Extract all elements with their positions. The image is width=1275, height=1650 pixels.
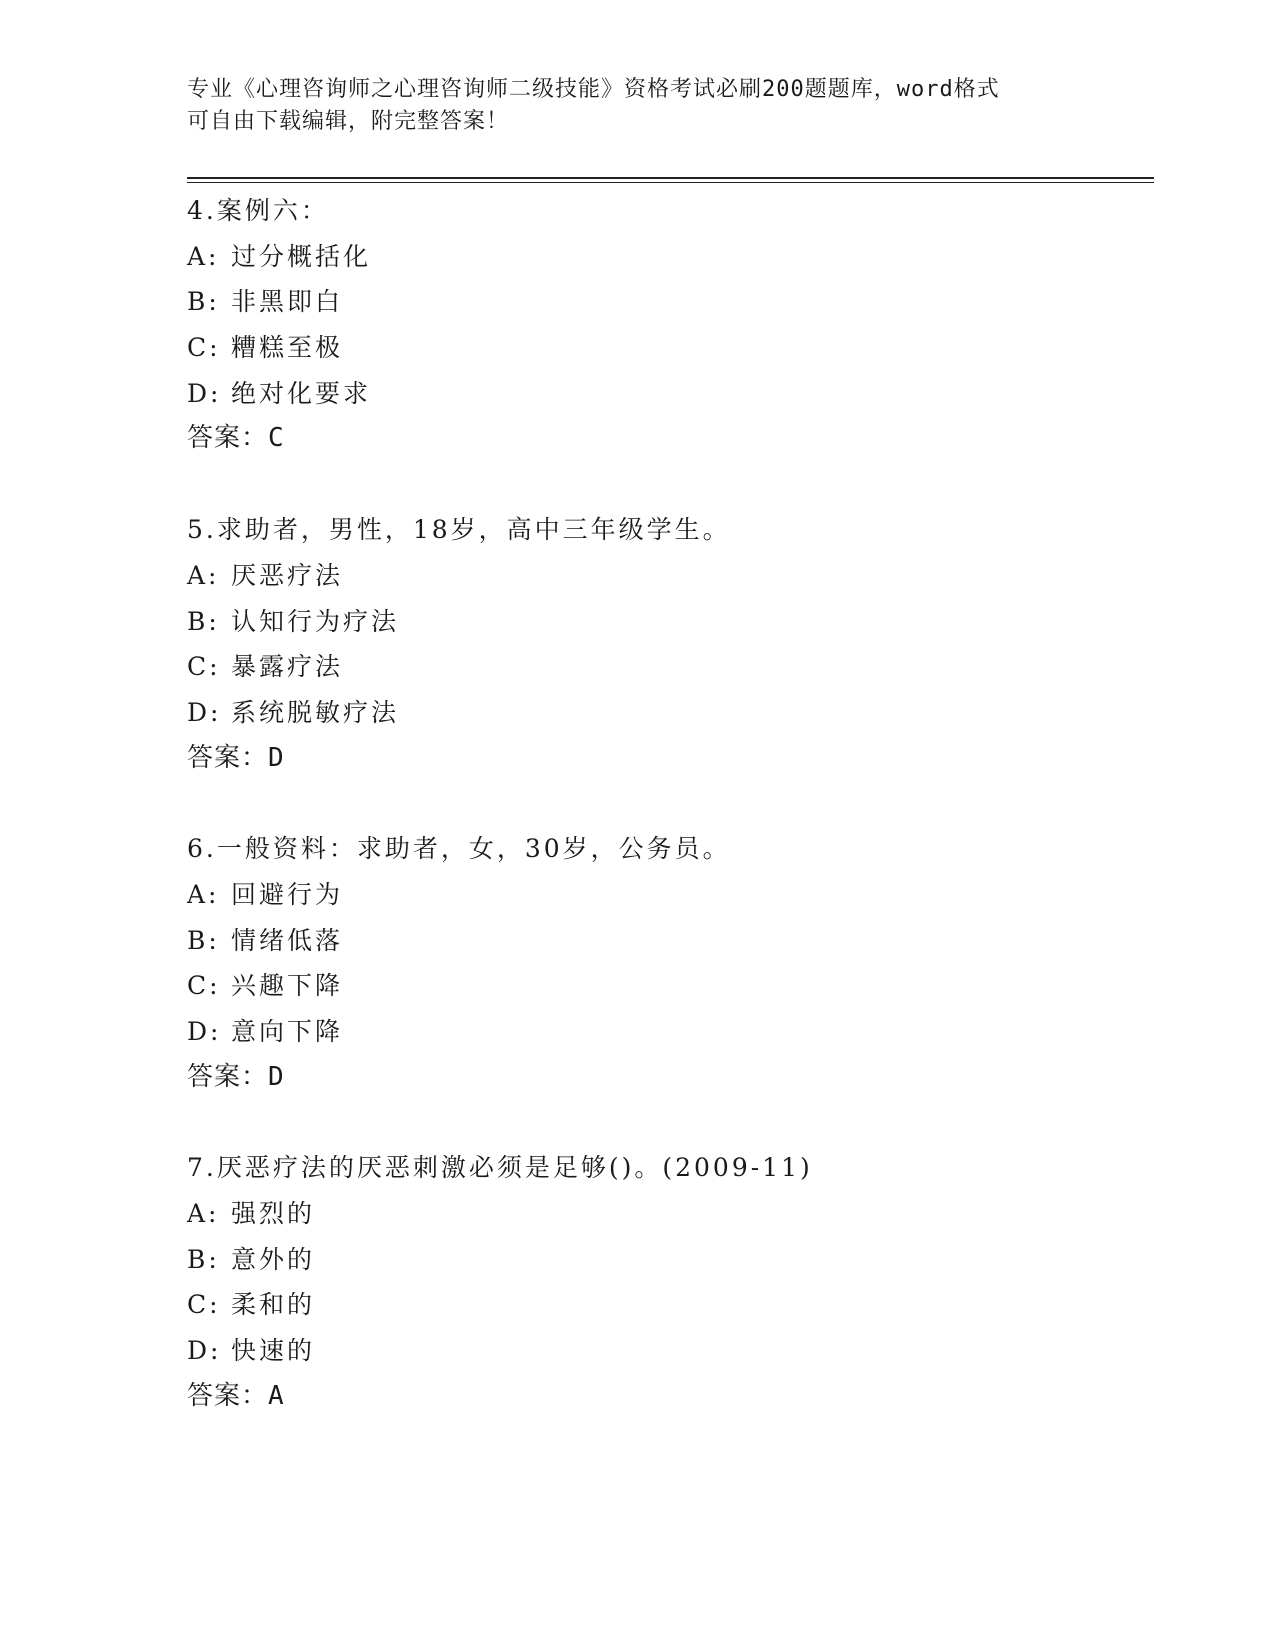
option-key: D: <box>187 378 222 408</box>
answer-line <box>187 1055 1147 1101</box>
question-stem: 4.案例六： <box>187 196 329 225</box>
answer-line <box>187 1374 1147 1420</box>
question-stem: 7.厌恶疗法的厌恶刺激必须是足够()。(2009-11) <box>187 1153 813 1183</box>
option-a <box>187 1191 1147 1237</box>
option-text: 强烈的 <box>231 1199 316 1229</box>
answer-label: 答案： <box>187 1380 269 1411</box>
option-key: C: <box>187 333 221 363</box>
option-key: B: <box>187 606 220 636</box>
option-text: 柔和的 <box>231 1290 316 1320</box>
option-key: A: <box>187 879 220 909</box>
option-text: 糟糕至极 <box>231 333 344 363</box>
option-key: D: <box>187 1017 222 1046</box>
option-key: D: <box>187 1336 222 1366</box>
header-divider-thin <box>187 182 1154 183</box>
option-key: B: <box>187 925 220 955</box>
answer-label: 答案： <box>187 742 269 773</box>
option-text: 认知行为疗法 <box>231 606 400 636</box>
answer-value: C <box>268 423 285 454</box>
question-5 <box>187 507 1147 781</box>
header-divider-thick <box>187 177 1154 179</box>
option-d <box>187 371 1147 417</box>
option-text: 意外的 <box>231 1244 316 1274</box>
option-text: 情绪低落 <box>231 925 344 955</box>
option-key: C: <box>187 1290 221 1320</box>
question-6 <box>187 826 1147 1100</box>
option-key: B: <box>187 287 220 317</box>
question-stem: 6.一般资料：求助者，女，30岁，公务员。 <box>187 834 731 864</box>
option-c <box>187 325 1147 371</box>
option-text: 快速的 <box>231 1336 316 1366</box>
option-key: C: <box>187 971 221 1001</box>
option-text: 意向下降 <box>231 1017 344 1046</box>
option-text: 过分概括化 <box>231 241 372 271</box>
option-text: 厌恶疗法 <box>231 560 344 590</box>
option-d <box>187 1009 1147 1055</box>
option-d <box>187 690 1147 736</box>
option-a <box>187 872 1147 918</box>
option-text: 兴趣下降 <box>231 971 344 1001</box>
option-c <box>187 963 1147 1009</box>
option-text: 绝对化要求 <box>231 378 372 408</box>
answer-value: D <box>268 742 285 773</box>
answer-line <box>187 736 1147 782</box>
answer-value: D <box>268 1061 285 1092</box>
option-a <box>187 553 1147 599</box>
option-key: B: <box>187 1244 220 1274</box>
option-text: 回避行为 <box>231 879 344 909</box>
question-stem: 5.求助者，男性，18岁，高中三年级学生。 <box>187 515 731 545</box>
answer-value: A <box>268 1380 285 1411</box>
header-line-2: 可自由下载编辑，附完整答案！ <box>187 109 510 134</box>
option-b <box>187 599 1147 645</box>
option-c <box>187 644 1147 690</box>
option-key: A: <box>187 560 220 590</box>
answer-line <box>187 416 1147 462</box>
question-4 <box>187 188 1147 462</box>
option-key: A: <box>187 1199 220 1229</box>
answer-label: 答案： <box>187 423 269 454</box>
answer-label: 答案： <box>187 1061 269 1092</box>
option-d <box>187 1328 1147 1374</box>
option-text: 暴露疗法 <box>231 652 344 682</box>
option-key: D: <box>187 697 222 727</box>
option-key: A: <box>187 241 220 271</box>
question-7 <box>187 1145 1147 1419</box>
option-b <box>187 1237 1147 1283</box>
question-list <box>187 188 1147 1420</box>
option-text: 系统脱敏疗法 <box>231 697 400 727</box>
option-b <box>187 279 1147 325</box>
option-c <box>187 1282 1147 1328</box>
option-b <box>187 918 1147 964</box>
option-a <box>187 234 1147 280</box>
option-key: C: <box>187 652 221 682</box>
document-header <box>187 74 1087 138</box>
header-line-1: 专业《心理咨询师之心理咨询师二级技能》资格考试必刷200题题库，word格式 <box>187 77 1000 102</box>
option-text: 非黑即白 <box>231 287 344 317</box>
